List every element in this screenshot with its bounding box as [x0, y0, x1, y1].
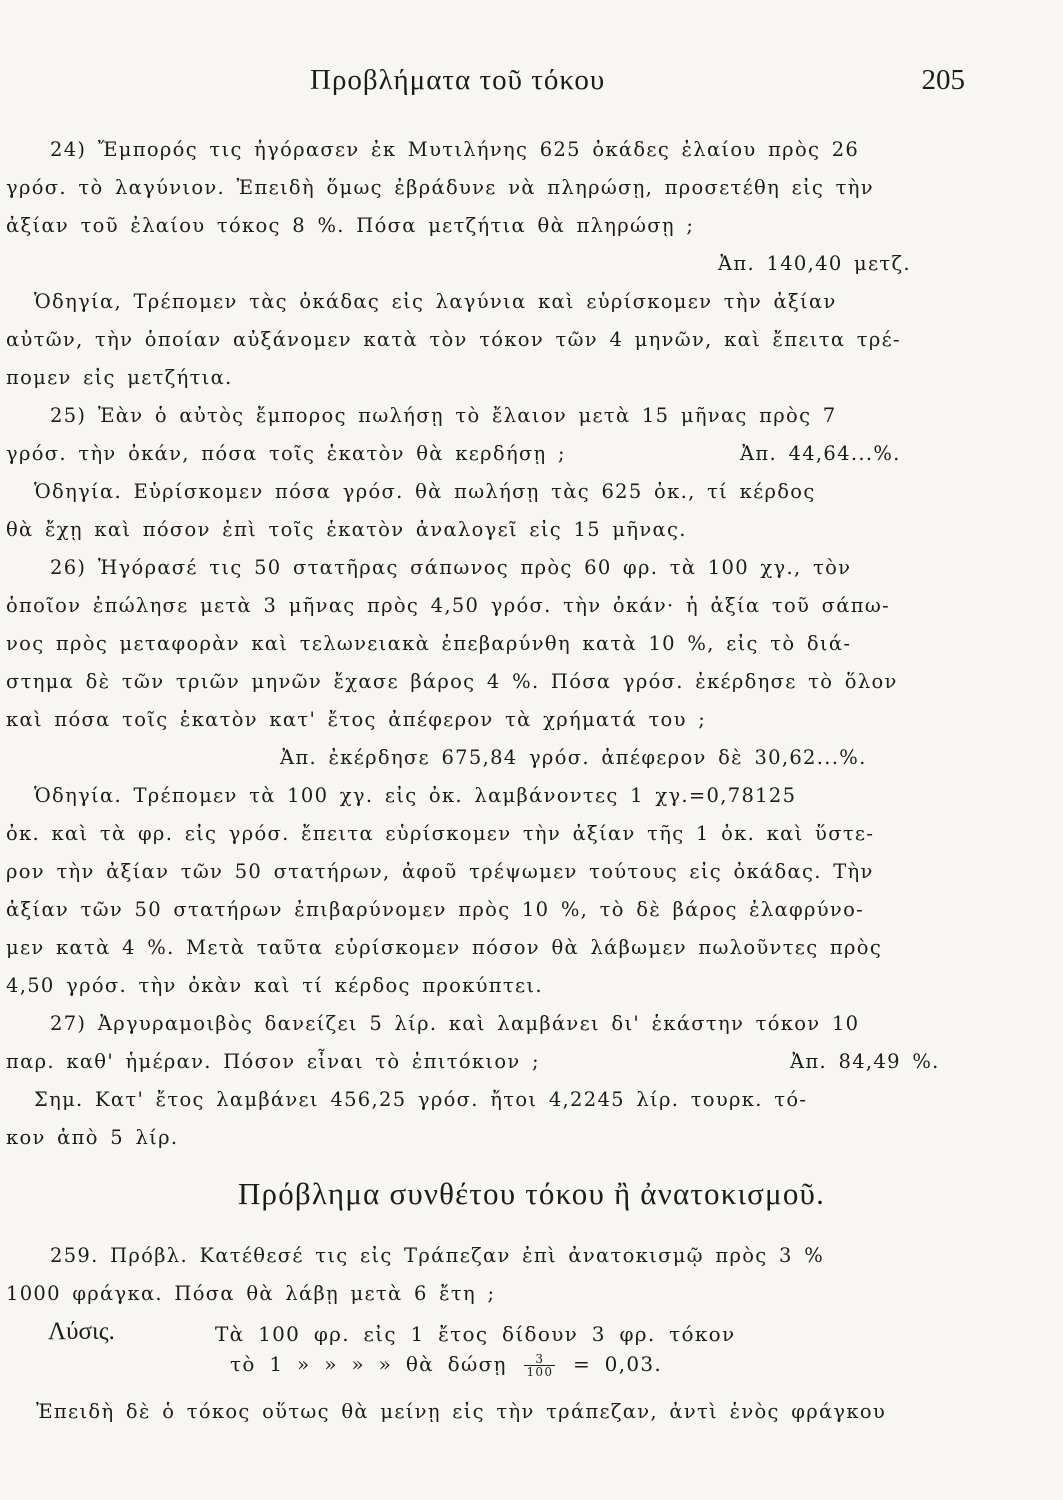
solution-row-text: τὸ 1 » » » » θὰ δώσῃ	[230, 1352, 507, 1376]
text-line: Σημ. Κατ' ἔτος λαμβάνει 456,25 γρόσ. ἤτοι 4,2245 λίρ. τουρκ. τό-	[34, 1088, 808, 1111]
problem-line: 259. Πρόβλ. Κατέθεσέ τις εἰς Τράπεζαν ἐπὶ ἀνατοκισμῷ πρὸς 3 %	[50, 1244, 825, 1267]
text-line: ὁποῖον ἐπώλησε μετὰ 3 μῆνας πρὸς 4,50 γρόσ. τὴν ὀκάν· ἡ ἀξία τοῦ σάπω-	[6, 594, 890, 617]
answer-line: Ἀπ. 44,64...%.	[740, 442, 901, 465]
text-line: 26) Ἠγόρασέ τις 50 στατῆρας σάπωνος πρὸς 60 φρ. τὰ 100 χγ., τὸν	[50, 556, 852, 579]
text-line: γρόσ. τὸ λαγύνιον. Ἐπειδὴ ὅμως ἐβράδυνε νὰ πληρώσῃ, προσετέθη εἰς τὴν	[6, 176, 874, 199]
text-line: ἀξίαν τοῦ ἐλαίου τόκος 8 %. Πόσα μετζήτια θὰ πληρώσῃ ;	[6, 214, 695, 237]
text-line: στημα δὲ τῶν τριῶν μηνῶν ἔχασε βάρος 4 %. Πόσα γρόσ. ἐκέρδησε τὸ ὅλον	[6, 670, 898, 693]
answer-line: Ἀπ. 84,49 %.	[790, 1050, 940, 1073]
text-line: παρ. καθ' ἡμέραν. Πόσον εἶναι τὸ ἐπιτόκιον ;	[6, 1050, 540, 1073]
text-line: Ἐπειδὴ δὲ ὁ τόκος οὕτως θὰ μείνῃ εἰς τὴν τράπεζαν, ἀντὶ ἑνὸς φράγκου	[36, 1400, 887, 1423]
text-line: 4,50 γρόσ. τὴν ὀκὰν καὶ τί κέρδος προκύπτει.	[6, 974, 543, 997]
running-head	[0, 64, 1063, 104]
text-line: 25) Ἐὰν ὁ αὐτὸς ἔμπορος πωλήσῃ τὸ ἔλαιον μετὰ 15 μῆνας πρὸς 7	[50, 404, 837, 427]
solution-row: Τὰ 100 φρ. εἰς 1 ἔτος δίδουν 3 φρ. τόκον	[215, 1322, 736, 1346]
solution-row-result: = 0,03.	[572, 1352, 663, 1376]
text-line: Ὁδηγία. Τρέπομεν τὰ 100 χγ. εἰς ὀκ. λαμβάνοντες 1 χγ.=0,78125	[34, 784, 797, 807]
text-line: αὐτῶν, τὴν ὁποίαν αὐξάνομεν κατὰ τὸν τόκον τῶν 4 μηνῶν, καὶ ἔπειτα τρέ-	[6, 328, 901, 351]
solution-label: Λύσις.	[48, 1318, 115, 1345]
text-line: μεν κατὰ 4 %. Μετὰ ταῦτα εὑρίσκομεν πόσον θὰ λάβωμεν πωλοῦντες πρὸς	[6, 936, 883, 959]
text-line: καὶ πόσα τοῖς ἑκατὸν κατ' ἔτος ἀπέφερον τὰ χρήματά του ;	[6, 708, 707, 731]
text-line: ρον τὴν ἀξίαν τῶν 50 στατήρων, ἀφοῦ τρέψωμεν τούτους εἰς ὀκάδας. Τὴν	[6, 860, 874, 883]
text-line: ὀκ. καὶ τὰ φρ. εἰς γρόσ. ἔπειτα εὑρίσκομεν τὴν ἀξίαν τῆς 1 ὀκ. καὶ ὕστε-	[6, 822, 875, 845]
text-line: Ὁδηγία, Τρέπομεν τὰς ὀκάδας εἰς λαγύνια καὶ εὑρίσκομεν τὴν ἀξίαν	[34, 290, 837, 313]
text-line: ἀξίαν τῶν 50 στατήρων ἐπιβαρύνομεν πρὸς 10 %, τὸ δὲ βάρος ἐλαφρύνο-	[6, 898, 865, 921]
solution-row	[230, 1352, 662, 1378]
text-line: 27) Ἀργυραμοιβὸς δανείζει 5 λίρ. καὶ λαμβάνει δι' ἑκάστην τόκον 10	[50, 1012, 860, 1035]
text-line: 24) Ἔμπορός τις ἠγόρασεν ἐκ Μυτιλήνης 625 ὀκάδες ἐλαίου πρὸς 26	[50, 138, 860, 161]
running-title: Προβλήματα τοῦ τόκου	[310, 64, 606, 96]
text-line: νος πρὸς μεταφορὰν καὶ τελωνειακὰ ἐπεβαρύνθη κατὰ 10 %, εἰς τὸ διά-	[6, 632, 852, 655]
text-line: πομεν εἰς μετζήτια.	[6, 366, 233, 389]
text-line: γρόσ. τὴν ὀκάν, πόσα τοῖς ἑκατὸν θὰ κερδήσῃ ;	[6, 442, 566, 465]
answer-line: Ἀπ. 140,40 μετζ.	[718, 252, 911, 275]
section-heading: Πρόβλημα συνθέτου τόκου ἢ ἀνατοκισμοῦ.	[237, 1176, 826, 1211]
answer-line: Ἀπ. ἐκέρδησε 675,84 γρόσ. ἀπέφερον δὲ 30,62...%.	[280, 746, 867, 769]
text-line: κον ἀπὸ 5 λίρ.	[6, 1126, 179, 1149]
fraction	[524, 1353, 555, 1378]
fraction-denominator: 100	[526, 1365, 554, 1379]
page-number: 205	[921, 64, 965, 96]
fraction-numerator: 3	[524, 1353, 555, 1366]
problem-line: 1000 φράγκα. Πόσα θὰ λάβῃ μετὰ 6 ἔτη ;	[6, 1282, 496, 1305]
text-line: θὰ ἔχῃ καὶ πόσον ἐπὶ τοῖς ἑκατὸν ἀναλογεῖ εἰς 15 μῆνας.	[6, 518, 687, 541]
text-line: Ὁδηγία. Εὑρίσκομεν πόσα γρόσ. θὰ πωλήσῃ τὰς 625 ὀκ., τί κέρδος	[34, 480, 816, 503]
